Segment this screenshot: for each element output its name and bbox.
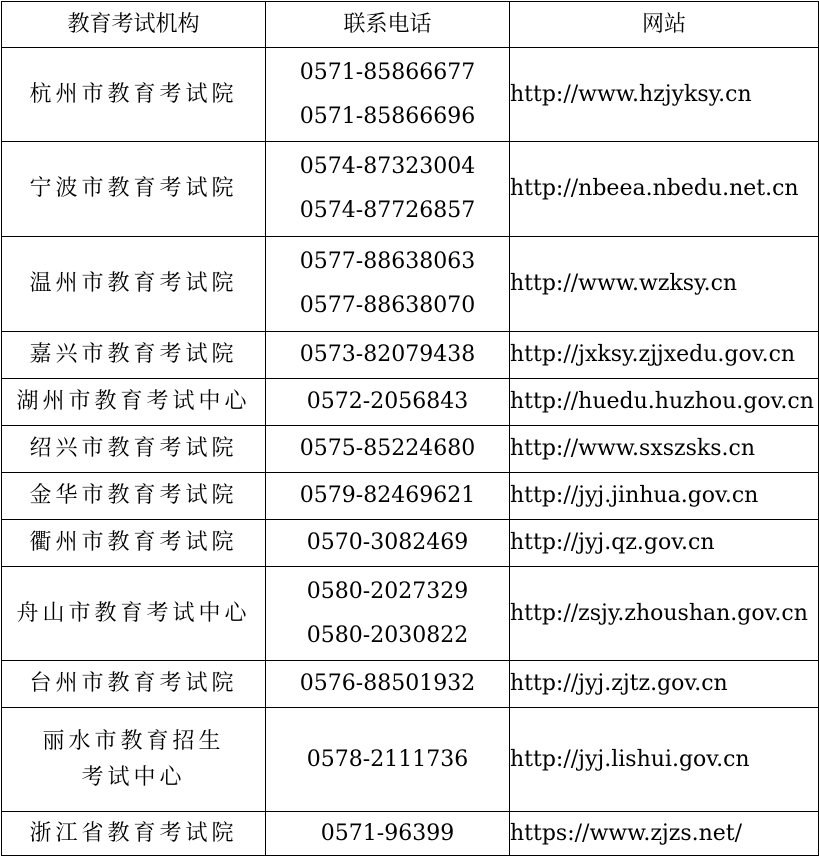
org-cell [2,142,266,237]
table-row [2,237,819,332]
table-row [2,332,819,379]
contact-table [1,1,819,856]
org-cell [2,426,266,473]
website-cell [510,708,819,812]
website-cell [510,661,819,708]
org-cell [2,661,266,708]
header-row [2,2,819,48]
website-link[interactable]: http://jyj.jinhua.gov.cn [510,483,759,508]
phone-number: 0578-2111736 [306,746,469,772]
phone-cell [266,567,510,661]
org-name: 杭州市教育考试院 [29,81,238,107]
phone-cell [266,332,510,379]
org-name: 绍兴市教育考试院 [29,436,238,461]
phone-cell [266,661,510,708]
org-cell [2,332,266,379]
table-row [2,48,819,142]
org-cell [2,520,266,567]
phone-number: 0572-2056843 [306,389,469,414]
phone-cell [266,812,510,856]
phone-cell [266,426,510,473]
website-link[interactable]: http://www.sxszsks.cn [510,436,756,461]
phone-number: 0571-96399 [320,820,455,846]
website-cell [510,812,819,856]
table-row [2,379,819,426]
phone-number: 0579-82469621 [299,483,476,508]
website-cell [510,520,819,567]
phone-number: 0575-85224680 [299,436,476,461]
website-cell [510,567,819,661]
website-link[interactable]: http://www.hzjyksy.cn [510,81,752,107]
org-cell [2,379,266,426]
org-cell [2,237,266,332]
org-name: 舟山市教育考试中心 [16,600,251,626]
table-body [2,48,819,856]
website-cell [510,473,819,520]
website-link[interactable]: https://www.zjzs.net/ [510,820,743,846]
org-name: 嘉兴市教育考试院 [29,342,238,367]
org-name: 浙江省教育考试院 [29,820,238,846]
website-link[interactable]: http://jxksy.zjjxedu.gov.cn [510,342,796,367]
website-cell [510,379,819,426]
header-site: 网站 [510,2,819,48]
table-row [2,426,819,473]
phone-number: 0574-87323004 [299,154,476,179]
header-phone: 联系电话 [266,2,510,48]
table-row [2,520,819,567]
website-cell [510,237,819,332]
org-cell [2,812,266,856]
website-cell [510,332,819,379]
website-link[interactable]: http://huedu.huzhou.gov.cn [510,389,814,414]
website-link[interactable]: http://zsjy.zhoushan.gov.cn [510,600,808,626]
org-name: 台州市教育考试院 [29,671,238,696]
phone-number: 0577-88638063 [299,249,476,274]
org-cell [2,48,266,142]
org-name: 金华市教育考试院 [29,483,238,508]
org-name: 温州市教育考试院 [29,271,238,296]
org-name: 宁波市教育考试院 [29,176,238,201]
header-org: 教育考试机构 [2,2,266,48]
org-name: 考试中心 [81,764,186,790]
website-link[interactable]: http://jyj.zjtz.gov.cn [510,671,728,696]
org-name: 衢州市教育考试院 [29,530,238,555]
phone-cell [266,237,510,332]
website-cell [510,142,819,237]
phone-number: 0580-2027329 [306,578,469,604]
phone-number: 0580-2030822 [306,622,469,648]
table-row [2,708,819,812]
website-cell [510,48,819,142]
phone-number: 0573-82079438 [299,342,476,367]
phone-number: 0576-88501932 [299,671,476,696]
org-cell [2,473,266,520]
table-row [2,812,819,856]
org-name: 湖州市教育考试中心 [16,389,251,414]
table-row [2,661,819,708]
phone-cell [266,142,510,237]
phone-cell [266,473,510,520]
website-link[interactable]: http://nbeea.nbedu.net.cn [510,176,799,201]
phone-cell [266,520,510,567]
org-name: 丽水市教育招生 [42,728,225,754]
phone-cell [266,708,510,812]
phone-number: 0577-88638070 [299,293,476,318]
table-row [2,142,819,237]
table-row [2,567,819,661]
phone-cell [266,379,510,426]
website-link[interactable]: http://www.wzksy.cn [510,271,738,296]
phone-number: 0570-3082469 [306,530,469,555]
org-cell [2,567,266,661]
phone-number: 0571-85866677 [299,59,476,85]
org-cell [2,708,266,812]
website-link[interactable]: http://jyj.lishui.gov.cn [510,746,750,772]
phone-cell [266,48,510,142]
phone-number: 0571-85866696 [299,103,476,129]
phone-number: 0574-87726857 [299,198,476,223]
table-row [2,473,819,520]
website-link[interactable]: http://jyj.qz.gov.cn [510,530,715,555]
website-cell [510,426,819,473]
